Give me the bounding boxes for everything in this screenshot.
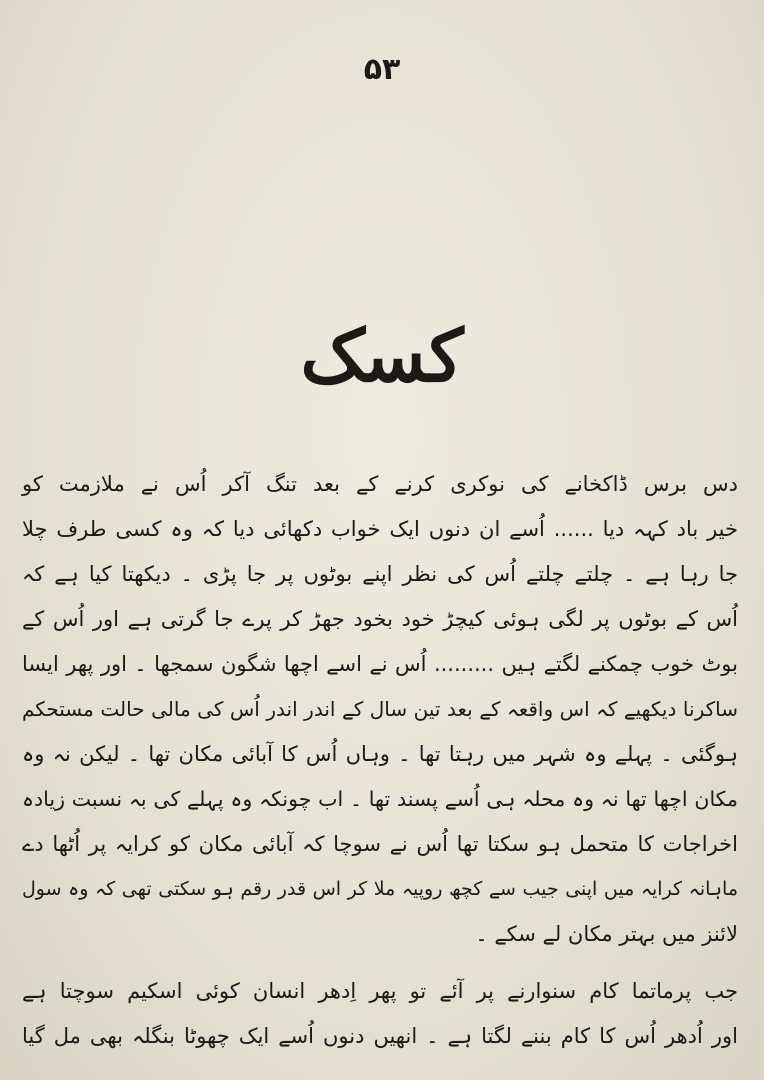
text-line: اور اُدھر اُس کا کام بننے لگتا ہے ۔ انھیں دنوں اُسے ایک چھوٹا بنگلہ بھی مل گیا [22, 1024, 738, 1048]
text-line: مکان اچھا تھا نہ وہ محلہ ہی اُسے پسند تھا ۔ اب چونکہ وہ پہلے کی بہ نسبت زیادہ [22, 787, 738, 811]
text-line: خیر باد کہہ دیا ...... اُسے ان دنوں ایک خواب دکھائی دیا کہ وہ کسی طرف چلا [22, 517, 738, 541]
text-line: ماہانہ کرایہ میں اپنی جیب سے کچھ روپیہ ملا کر اس قدر رقم ہو سکتی تھی کہ وہ سول [22, 878, 738, 900]
text-line: ہوگئی ۔ پہلے وہ شہر میں رہتا تھا ۔ وہاں اُس کا آبائی مکان تھا ۔ لیکن نہ وہ [22, 742, 738, 766]
text-line: اُس کے بوٹوں پر لگی ہوئی کیچڑ خود بخود جھڑ کر پرے جا گرتی ہے اور اُس کے [22, 607, 738, 631]
text-line: دس برس ڈاکخانے کی نوکری کرنے کے بعد تنگ آکر اُس نے ملازمت کو [22, 472, 738, 496]
text-line: اخراجات کا متحمل ہو سکتا تھا اُس نے سوچا کہ آبائی مکان کو کرایہ پر اُٹھا دے [22, 832, 738, 856]
text-line: ساکرنا دیکھیے کہ اس واقعہ کے بعد تین سال کے اندر اندر اُس کی مالی حالت مستحکم [22, 697, 738, 721]
body-text [22, 462, 738, 1059]
text-line: لائنز میں بہتر مکان لے سکے ۔ [475, 922, 738, 946]
text-line: بوٹ خوب چمکنے لگتے ہیں ......... اُس نے اسے اچھا شگون سمجھا ۔ اور پھر ایسا [22, 652, 738, 676]
chapter-title: کسک [300, 313, 464, 398]
paragraph [22, 462, 738, 957]
text-line: جا رہا ہے ۔ چلتے چلتے اُس کی نظر اپنے بوٹوں پر جا پڑی ۔ دیکھتا کیا ہے کہ [22, 562, 738, 586]
page-number: ۵۳ [363, 52, 401, 87]
paragraph [22, 969, 738, 1059]
text-line: جب پرماتما کام سنوارنے پر آئے تو پھر اِدھر انسان کوئی اسکیم سوچتا ہے [22, 979, 738, 1003]
